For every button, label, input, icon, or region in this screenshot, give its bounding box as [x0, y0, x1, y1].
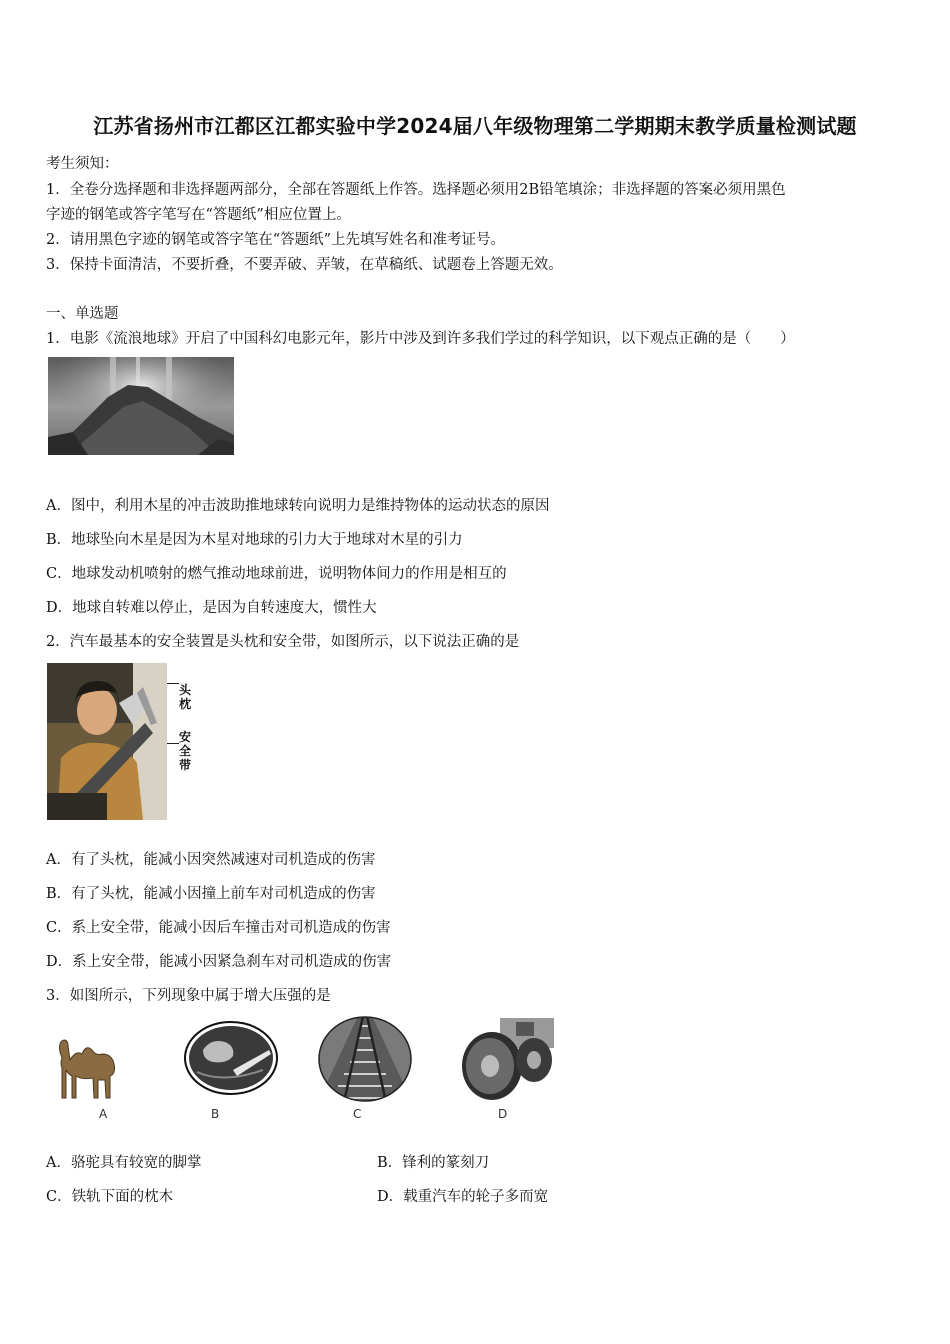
image-letter-c: C [353, 1107, 362, 1121]
notice-item: 1．全卷分选择题和非选择题两部分，全部在答题纸上作答。选择题必须用2B铅笔填涂；非选择题的答案必须用黑色 [46, 182, 786, 198]
wandering-earth-image [48, 357, 234, 455]
seatbelt-label: 安全带 [179, 730, 192, 772]
exam-title: 江苏省扬州市江都区江都实验中学2024届八年级物理第二学期期末教学质量检测试题 [93, 114, 857, 138]
notice-item: 3．保持卡面清洁，不要折叠，不要弄破、弄皱，在草稿纸、试题卷上答题无效。 [46, 257, 563, 273]
question-2-option-b[interactable]: B．有了头枕，能减小因撞上前车对司机造成的伤害 [46, 886, 376, 902]
question-1-option-a[interactable]: A．图中，利用木星的冲击波助推地球转向说明力是维持物体的运动状态的原因 [46, 498, 550, 514]
headrest-label: 头枕 [179, 683, 192, 711]
question-1-option-c[interactable]: C．地球发动机喷射的燃气推动地球前进，说明物体间力的作用是相互的 [46, 566, 507, 582]
question-2-option-d[interactable]: D．系上安全带，能减小因紧急刹车对司机造成的伤害 [46, 954, 392, 970]
question-2-option-a[interactable]: A．有了头枕，能减小因突然减速对司机造成的伤害 [46, 852, 376, 868]
question-3-option-a[interactable]: A．骆驼具有较宽的脚掌 [46, 1155, 202, 1171]
headrest-pointer [167, 683, 179, 684]
driver-seatbelt-photo [47, 663, 167, 820]
section-heading: 一、单选题 [46, 306, 119, 322]
question-1-stem: 1．电影《流浪地球》开启了中国科幻电影元年，影片中涉及到许多我们学过的科学知识，以下观点正确的是（ ） [46, 331, 795, 347]
image-letter-d: D [498, 1107, 508, 1121]
carving-knife-image [183, 1020, 279, 1096]
image-letter-a: A [99, 1107, 108, 1121]
question-1-option-d[interactable]: D．地球自转难以停止，是因为自转速度大，惯性大 [46, 600, 377, 616]
notice-item: 字迹的钢笔或答字笔写在“答题纸”相应位置上。 [46, 207, 351, 223]
question-3-stem: 3．如图所示，下列现象中属于增大压强的是 [46, 988, 331, 1004]
seatbelt-pointer [167, 743, 179, 744]
truck-wheels-image [460, 1016, 554, 1102]
question-3-option-d[interactable]: D．载重汽车的轮子多而宽 [377, 1189, 549, 1205]
question-2-option-c[interactable]: C．系上安全带，能减小因后车撞击对司机造成的伤害 [46, 920, 391, 936]
image-letter-b: B [211, 1107, 220, 1121]
question-1-option-b[interactable]: B．地球坠向木星是因为木星对地球的引力大于地球对木星的引力 [46, 532, 463, 548]
notice-item: 2．请用黑色字迹的钢笔或答字笔在“答题纸”上先填写姓名和准考证号。 [46, 232, 506, 248]
railway-image [318, 1016, 412, 1102]
notice-heading: 考生须知： [46, 156, 119, 172]
camel-image [52, 1030, 124, 1102]
question-3-option-b[interactable]: B．锋利的篆刻刀 [377, 1155, 490, 1171]
question-2-stem: 2．汽车最基本的安全装置是头枕和安全带，如图所示，以下说法正确的是 [46, 634, 520, 650]
question-3-option-c[interactable]: C．铁轨下面的枕木 [46, 1189, 174, 1205]
